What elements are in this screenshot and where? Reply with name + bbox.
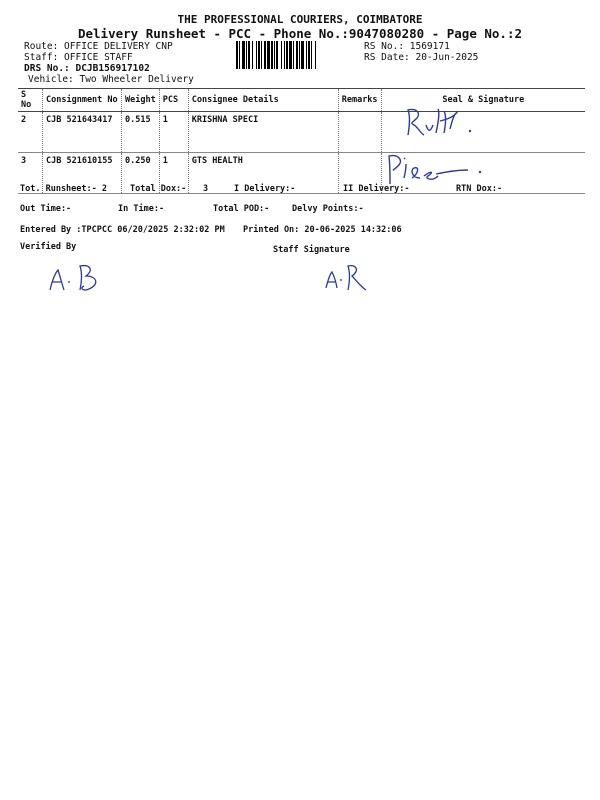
barcode-bar <box>289 41 292 69</box>
barcode-bar <box>296 41 298 69</box>
rs-number: RS No.: 1569171 <box>364 41 450 52</box>
staff-signature <box>322 262 382 294</box>
delvy-points: Delvy Points:- <box>292 204 364 214</box>
col-remarks: Remarks <box>338 89 381 112</box>
barcode-bar <box>286 41 288 69</box>
barcode-bar <box>281 41 282 69</box>
cell-consignment: CJB 521643417 <box>43 112 122 153</box>
company-title: THE PROFESSIONAL COURIERS, COIMBATORE <box>177 13 423 26</box>
in-time: In Time:- <box>118 204 165 214</box>
barcode-bar <box>311 41 312 69</box>
total-dox-label: Total Dox:- <box>130 184 187 194</box>
barcode <box>236 41 358 69</box>
col-sno: S No <box>18 89 43 112</box>
route: Route: OFFICE DELIVERY CNP <box>24 41 173 52</box>
runsheet-title: Delivery Runsheet - PCC - Phone No.:9047080280 - Page No.:2 <box>77 26 522 41</box>
barcode-bar <box>248 41 250 69</box>
cell-consignee: GTS HEALTH <box>188 153 338 194</box>
col-consignee: Consignee Details <box>188 89 338 112</box>
verified-by-label: Verified By <box>20 242 77 252</box>
barcode-bar <box>256 41 257 69</box>
col-consignment: Consignment No <box>43 89 122 112</box>
cell-weight: 0.250 <box>122 153 160 194</box>
rtn-dox: RTN Dox:- <box>456 184 503 194</box>
barcode-bar <box>308 41 310 69</box>
cell-consignee: KRISHNA SPECI <box>188 112 338 153</box>
barcode-bar <box>239 41 240 69</box>
barcode-bar <box>276 41 278 69</box>
entered-by: Entered By :TPCPCC 06/20/2025 2:32:02 PM <box>20 225 225 235</box>
cell-consignment: CJB 521610155 <box>43 153 122 194</box>
cell-pcs: 1 <box>159 153 188 194</box>
col-pcs: PCS <box>159 89 188 112</box>
cell-sno: 3 <box>18 153 43 194</box>
barcode-bar <box>236 41 238 69</box>
barcode-bar <box>242 41 245 69</box>
out-time: Out Time:- <box>20 204 72 214</box>
col-seal-signature: Seal & Signature <box>381 89 585 112</box>
cell-sno: 2 <box>18 112 43 153</box>
printed-on: Printed On: 20-06-2025 14:32:06 <box>243 225 402 235</box>
barcode-bar <box>299 41 300 69</box>
ii-delivery: II Delivery:- <box>343 184 410 194</box>
drs-number: DRS No.: DCJB156917102 <box>24 63 150 74</box>
barcode-bar <box>264 41 266 69</box>
barcode-bar <box>267 41 270 69</box>
total-dox-value: 3 <box>203 184 209 194</box>
barcode-bar <box>252 41 253 69</box>
signature-row-2 <box>400 105 500 145</box>
barcode-bar <box>258 41 260 69</box>
rs-date: RS Date: 20-Jun-2025 <box>364 52 479 63</box>
i-delivery: I Delivery:- <box>234 184 296 194</box>
barcode-bar <box>306 41 307 69</box>
vehicle: Vehicle: Two Wheeler Delivery <box>28 74 194 85</box>
total-pod: Total POD:- <box>213 204 270 214</box>
barcode-bar <box>315 41 316 69</box>
barcode-bar <box>301 41 304 69</box>
col-weight: Weight <box>122 89 160 112</box>
barcode-bar <box>261 41 262 69</box>
barcode-bar <box>274 41 275 69</box>
barcode-bar <box>246 41 247 69</box>
tot-runsheet: Tot. Runsheet:- 2 <box>20 184 107 194</box>
cell-weight: 0.515 <box>122 112 160 153</box>
staff: Staff: OFFICE STAFF <box>24 52 133 63</box>
cell-pcs: 1 <box>159 112 188 153</box>
barcode-bar <box>284 41 285 69</box>
barcode-bar <box>293 41 294 69</box>
staff-signature-label: Staff Signature <box>273 245 350 255</box>
cell-remarks <box>338 112 381 153</box>
barcode-bar <box>271 41 273 69</box>
verified-by-signature <box>46 262 116 296</box>
